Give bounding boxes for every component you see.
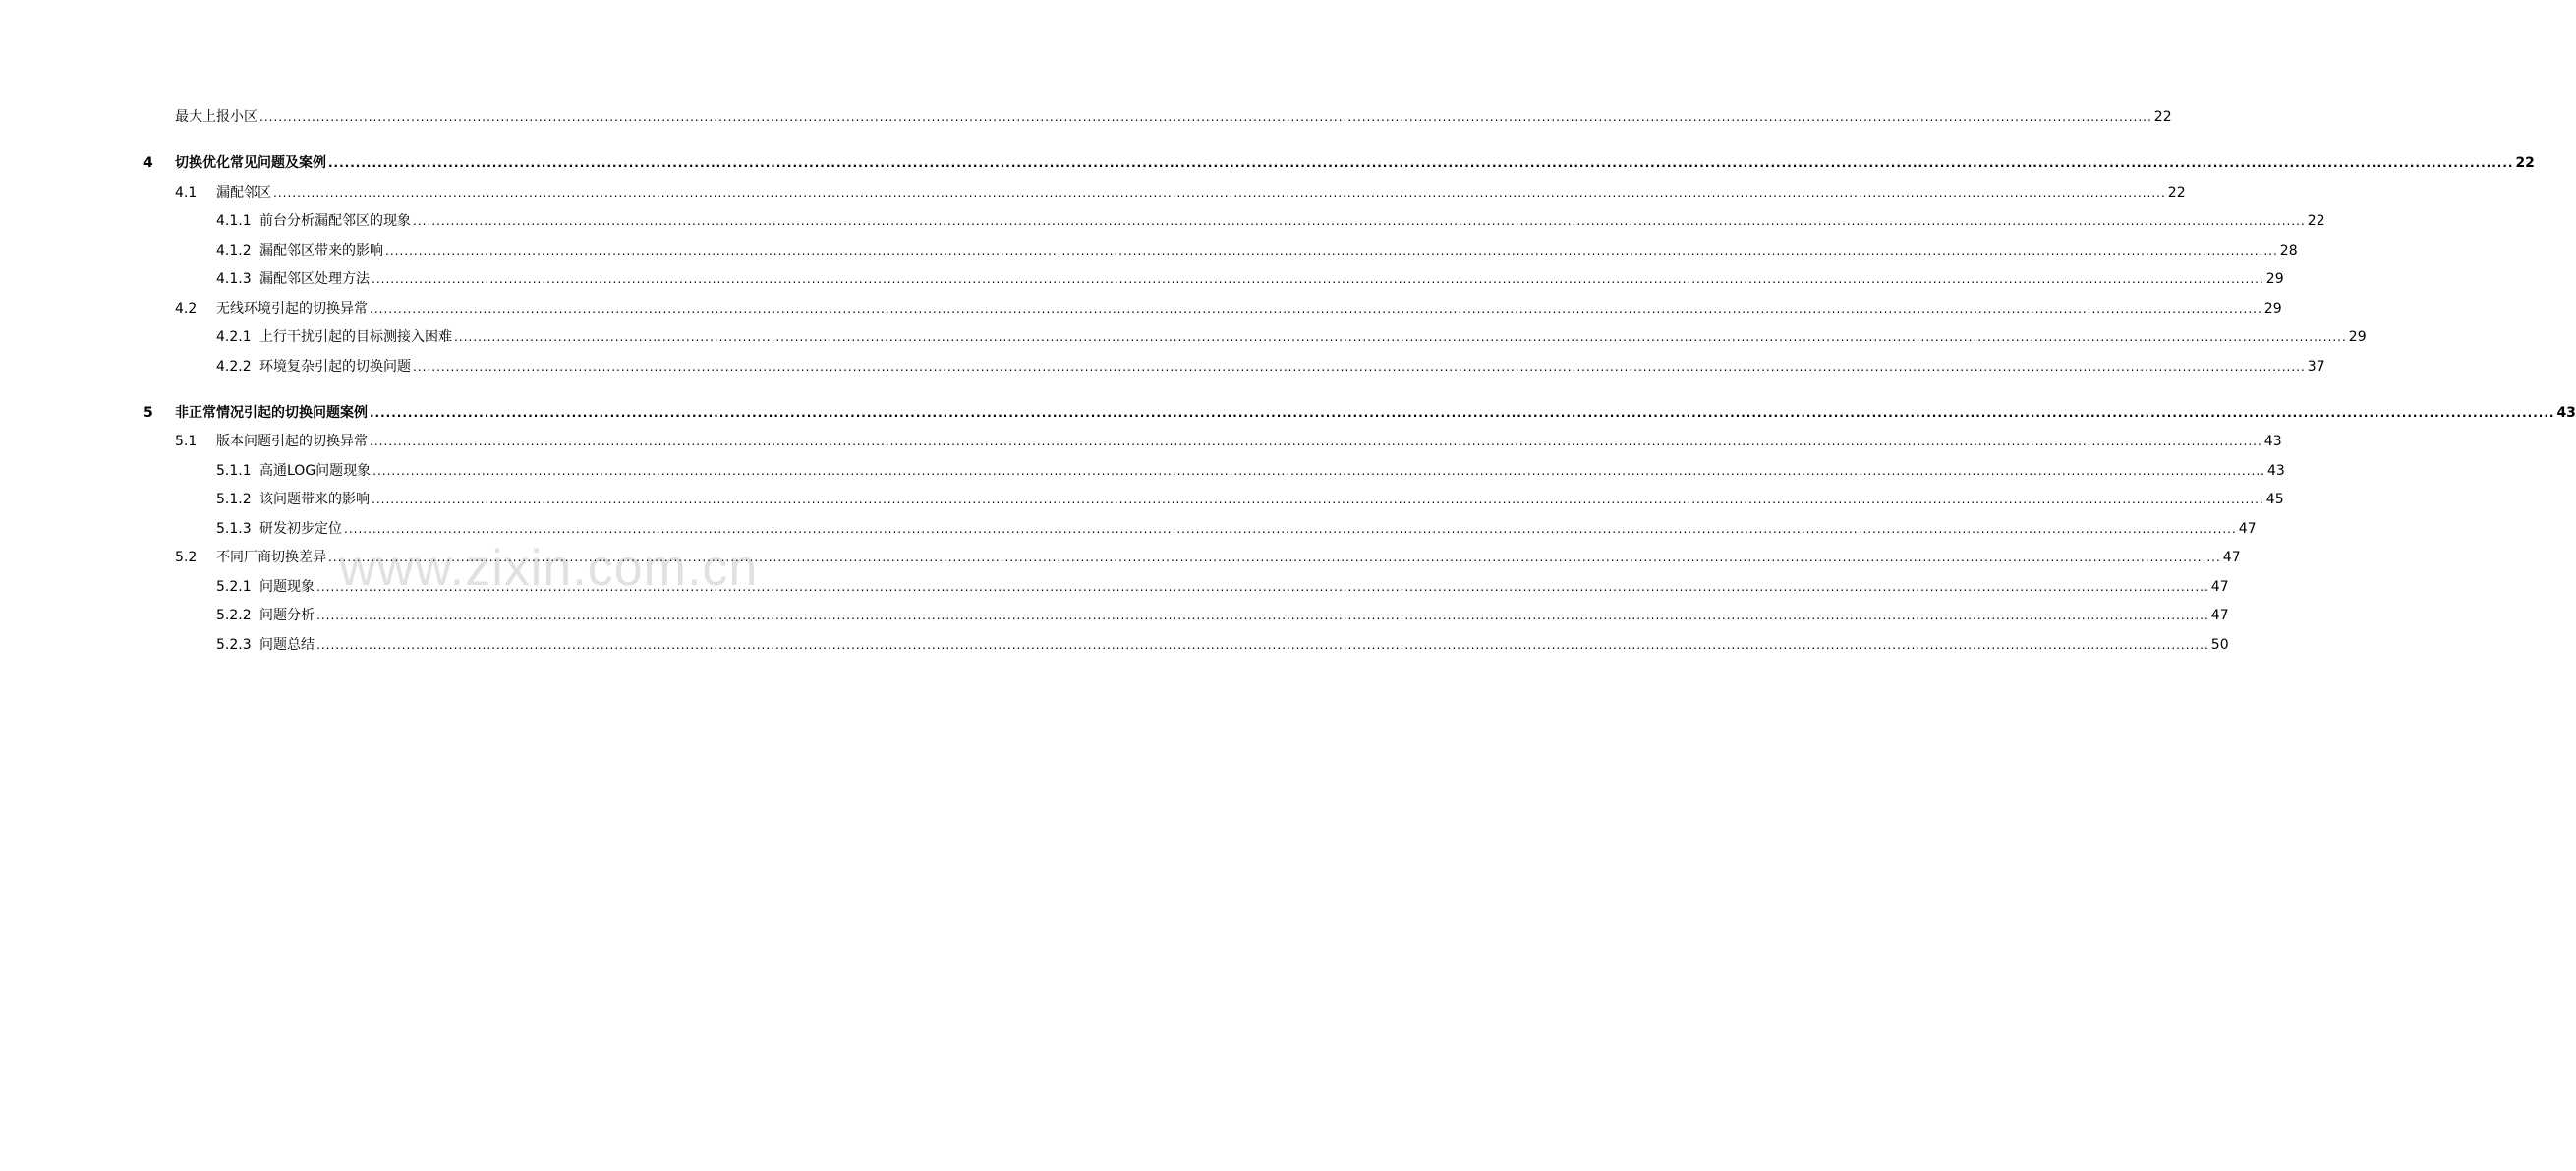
toc-number: 5.2.1 (216, 579, 252, 595)
toc-entry[interactable] (0, 577, 2229, 597)
toc-number: 5.1.2 (216, 492, 252, 507)
toc-entry[interactable] (0, 211, 2325, 231)
toc-leader-dots: ................................................................................................................................................................................................................................................................................................................................................................................................................ (370, 406, 2555, 420)
toc-leader-dots: ................................................................................................................................................................................................................................................................................................................................................................................................................ (372, 464, 2265, 478)
toc-entry[interactable] (0, 357, 2325, 377)
toc-title: 环境复杂引起的切换问题 (259, 359, 411, 375)
toc-entry[interactable] (0, 548, 2241, 567)
toc-page-number: 43 (2266, 463, 2285, 479)
toc-title: 无线环境引起的切换异常 (216, 301, 368, 317)
toc-entry[interactable] (0, 153, 2535, 173)
toc-entry[interactable] (0, 606, 2229, 625)
toc-number: 4.2.2 (216, 359, 252, 375)
toc-entry[interactable] (0, 107, 2172, 127)
toc-title: 问题分析 (259, 608, 315, 623)
toc-number: 5.2 (175, 550, 198, 565)
toc-number: 4.1 (175, 185, 198, 201)
toc-entry[interactable] (0, 241, 2298, 261)
toc-title: 漏配邻区带来的影响 (259, 243, 383, 259)
toc-number: 4.1.2 (216, 243, 252, 259)
toc-page-number: 22 (2153, 109, 2172, 125)
toc-page-number: 22 (2515, 155, 2535, 171)
toc-entry[interactable] (0, 269, 2284, 289)
toc-page-number: 22 (2307, 213, 2325, 229)
toc-leader-dots: ................................................................................................................................................................................................................................................................................................................................................................................................................ (316, 638, 2209, 652)
toc-entry[interactable] (0, 299, 2282, 319)
toc-leader-dots: ................................................................................................................................................................................................................................................................................................................................................................................................................ (259, 110, 2152, 124)
toc-entry[interactable] (0, 327, 2367, 347)
toc-number: 4.1.1 (216, 213, 252, 229)
toc-leader-dots: ................................................................................................................................................................................................................................................................................................................................................................................................................ (372, 493, 2264, 506)
toc-leader-dots: ................................................................................................................................................................................................................................................................................................................................................................................................................ (316, 609, 2209, 622)
toc-number: 5.2.2 (216, 608, 252, 623)
toc-number: 4 (143, 155, 153, 171)
toc-entry[interactable] (0, 519, 2257, 539)
toc-page-number: 47 (2210, 579, 2229, 595)
toc-title: 最大上报小区 (175, 109, 258, 125)
watermark: www.zixin.com.cn (339, 540, 759, 597)
toc-entry[interactable] (0, 432, 2282, 451)
toc-number: 5.1.3 (216, 521, 252, 537)
toc-page-number: 45 (2265, 492, 2284, 507)
toc-page-number: 43 (2263, 434, 2282, 449)
toc-page-number: 50 (2210, 637, 2229, 653)
toc-title: 漏配邻区处理方法 (259, 271, 370, 287)
toc-page-number: 28 (2279, 243, 2298, 259)
toc-entry[interactable] (0, 183, 2186, 203)
toc-page-number: 47 (2210, 608, 2229, 623)
toc-title: 问题总结 (259, 637, 315, 653)
toc-title: 研发初步定位 (259, 521, 342, 537)
toc-leader-dots: ................................................................................................................................................................................................................................................................................................................................................................................................................ (316, 580, 2209, 594)
toc-leader-dots: ................................................................................................................................................................................................................................................................................................................................................................................................................ (273, 186, 2166, 200)
toc-leader-dots: ................................................................................................................................................................................................................................................................................................................................................................................................................ (454, 330, 2347, 344)
toc-title: 非正常情况引起的切换问题案例 (175, 405, 368, 421)
toc-number: 5 (143, 405, 153, 421)
toc-number: 5.1 (175, 434, 198, 449)
toc-title: 前台分析漏配邻区的现象 (259, 213, 411, 229)
toc-number: 4.2.1 (216, 329, 252, 345)
toc-page-number: 37 (2307, 359, 2325, 375)
toc-title: 上行干扰引起的目标测接入困难 (259, 329, 452, 345)
toc-page-number: 22 (2167, 185, 2186, 201)
toc-entry[interactable] (0, 403, 2576, 423)
toc-leader-dots: ................................................................................................................................................................................................................................................................................................................................................................................................................ (328, 551, 2221, 564)
toc-page-number: 29 (2265, 271, 2284, 287)
toc-leader-dots: ................................................................................................................................................................................................................................................................................................................................................................................................................ (413, 214, 2306, 228)
toc-entry[interactable] (0, 461, 2285, 481)
toc-page-number: 29 (2263, 301, 2282, 317)
toc-page-number: 47 (2238, 521, 2257, 537)
toc-number: 5.2.3 (216, 637, 252, 653)
toc-page-number: 29 (2348, 329, 2367, 345)
toc-number: 4.1.3 (216, 271, 252, 287)
toc-number: 5.1.1 (216, 463, 252, 479)
toc-leader-dots: ................................................................................................................................................................................................................................................................................................................................................................................................................ (370, 302, 2262, 316)
toc-title: 不同厂商切换差异 (216, 550, 326, 565)
toc-leader-dots: ................................................................................................................................................................................................................................................................................................................................................................................................................ (370, 435, 2262, 448)
toc-entry[interactable] (0, 635, 2229, 655)
toc-leader-dots: ................................................................................................................................................................................................................................................................................................................................................................................................................ (385, 244, 2278, 258)
toc-leader-dots: ................................................................................................................................................................................................................................................................................................................................................................................................................ (344, 522, 2237, 536)
toc-title: 高通LOG问题现象 (259, 463, 372, 479)
toc-title: 问题现象 (259, 579, 315, 595)
toc-page-number: 47 (2222, 550, 2241, 565)
toc-number: 4.2 (175, 301, 198, 317)
toc-leader-dots: ................................................................................................................................................................................................................................................................................................................................................................................................................ (372, 272, 2264, 286)
toc-title: 切换优化常见问题及案例 (175, 155, 326, 171)
toc-entry[interactable] (0, 490, 2284, 509)
toc-title: 版本问题引起的切换异常 (216, 434, 368, 449)
toc-page-number: 43 (2556, 405, 2576, 421)
toc-leader-dots: ................................................................................................................................................................................................................................................................................................................................................................................................................ (413, 360, 2306, 374)
toc-title: 该问题带来的影响 (259, 492, 370, 507)
toc-leader-dots: ................................................................................................................................................................................................................................................................................................................................................................................................................ (328, 156, 2514, 170)
toc-title: 漏配邻区 (216, 185, 271, 201)
